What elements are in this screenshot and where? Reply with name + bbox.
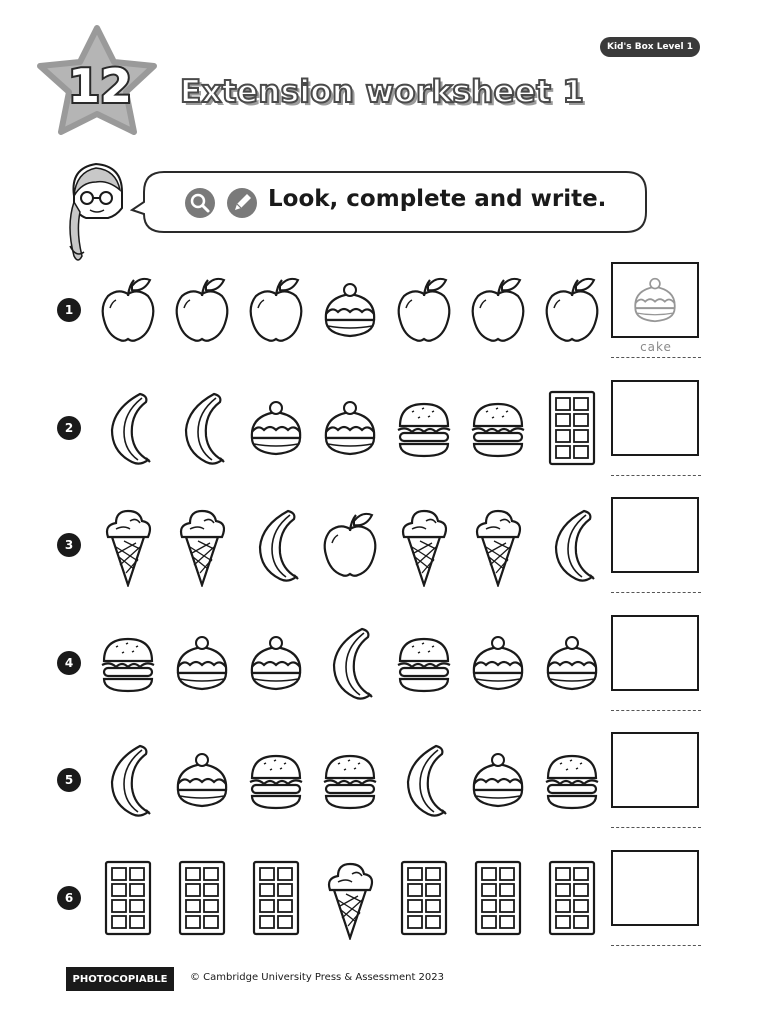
banana-icon <box>540 503 604 587</box>
chocolate-icon <box>392 856 456 940</box>
chocolate-icon <box>96 856 160 940</box>
exercise-row <box>0 842 768 959</box>
apple-icon <box>540 268 604 352</box>
chocolate-icon <box>540 856 604 940</box>
star-icon <box>34 22 164 142</box>
row-number: 3 <box>57 533 81 557</box>
apple-icon <box>318 503 382 587</box>
answer-write-line[interactable] <box>611 357 701 358</box>
apple-icon <box>466 268 530 352</box>
row-number: 5 <box>57 768 81 792</box>
row-number: 4 <box>57 651 81 675</box>
cake-icon <box>466 621 530 705</box>
row-number: 1 <box>57 298 81 322</box>
answer-write-line[interactable] <box>611 475 701 476</box>
burger-icon <box>318 738 382 822</box>
burger-icon <box>540 738 604 822</box>
row-number: 6 <box>57 886 81 910</box>
cake-icon <box>540 621 604 705</box>
burger-icon <box>96 621 160 705</box>
answer-text: cake <box>640 340 672 354</box>
answer-picture-box[interactable] <box>611 732 699 808</box>
banana-icon <box>244 503 308 587</box>
answer-picture-box[interactable] <box>611 615 699 691</box>
answer-picture-box[interactable] <box>611 497 699 573</box>
apple-icon <box>170 268 234 352</box>
exercise-row <box>0 254 768 371</box>
cake-icon <box>244 621 308 705</box>
banana-icon <box>392 738 456 822</box>
chocolate-icon <box>466 856 530 940</box>
exercise-row <box>0 724 768 841</box>
answer-picture-box[interactable] <box>611 850 699 926</box>
banana-icon <box>318 621 382 705</box>
burger-icon <box>392 621 456 705</box>
instruction-text: Look, complete and write. <box>268 186 607 212</box>
cake-icon <box>318 386 382 470</box>
photocopiable-label: PHOTOCOPIABLE <box>66 967 174 991</box>
answer-write-line[interactable] <box>611 945 701 946</box>
cake-icon <box>244 386 308 470</box>
answer-picture-box[interactable] <box>611 380 699 456</box>
cake-icon <box>170 738 234 822</box>
ice-cream-icon <box>392 503 456 587</box>
answer-picture-box[interactable] <box>611 262 699 338</box>
ice-cream-icon <box>96 503 160 587</box>
copyright-text: © Cambridge University Press & Assessment 2023 <box>190 972 445 983</box>
burger-icon <box>244 738 308 822</box>
apple-icon <box>392 268 456 352</box>
unit-number: 12 <box>67 59 133 113</box>
apple-icon <box>244 268 308 352</box>
exercise-row <box>0 607 768 724</box>
chocolate-icon <box>170 856 234 940</box>
answer-write-line[interactable] <box>611 710 701 711</box>
ice-cream-icon <box>466 503 530 587</box>
cake-icon <box>466 738 530 822</box>
chocolate-icon <box>244 856 308 940</box>
ice-cream-icon <box>318 856 382 940</box>
burger-icon <box>466 386 530 470</box>
pencil-icon <box>226 187 258 219</box>
cake-icon <box>318 268 382 352</box>
burger-icon <box>392 386 456 470</box>
page-title: Extension worksheet 1 <box>180 74 585 110</box>
exercise-row <box>0 372 768 489</box>
chocolate-icon <box>540 386 604 470</box>
cake-icon <box>170 621 234 705</box>
answer-write-line[interactable] <box>611 827 701 828</box>
ice-cream-icon <box>170 503 234 587</box>
exercise-row <box>0 489 768 606</box>
banana-icon <box>170 386 234 470</box>
girl-character-icon <box>56 156 136 266</box>
banana-icon <box>96 738 160 822</box>
apple-icon <box>96 268 160 352</box>
level-badge: Kid's Box Level 1 <box>600 37 700 57</box>
magnifier-icon <box>184 187 216 219</box>
banana-icon <box>96 386 160 470</box>
row-number: 2 <box>57 416 81 440</box>
answer-write-line[interactable] <box>611 592 701 593</box>
